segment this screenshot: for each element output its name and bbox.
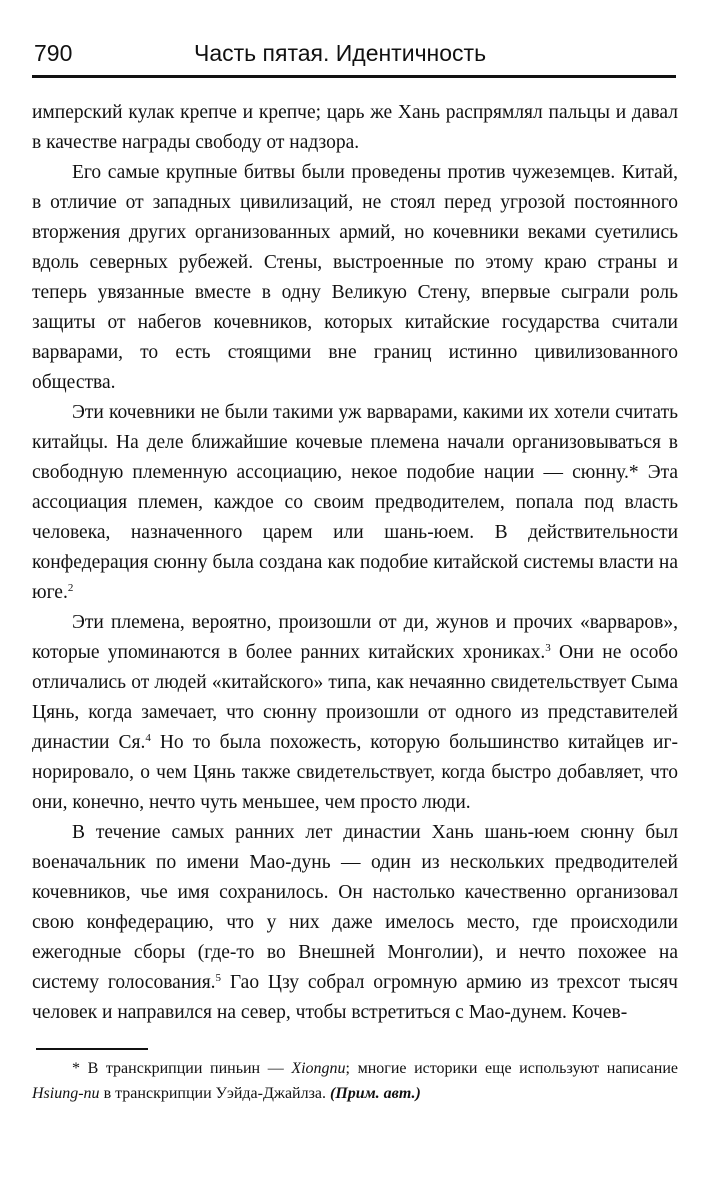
paragraph xyxy=(32,98,678,158)
body-text xyxy=(32,98,678,1028)
paragraph xyxy=(32,158,678,398)
paragraph-text: имперский кулак крепче и крепче; царь же Хань распрямлял пальцы и давал в качестве награды свободу от надзора. xyxy=(32,102,678,153)
header-rule xyxy=(32,75,676,78)
footnote xyxy=(32,1056,678,1106)
paragraph-text: Эти кочевники не были такими уж варварами, какими их хотели считать китайцы. На деле ближайшие кочевые племена начали организовываться в свободную племенную ассоциацию, некое подобие нации — сюнну.* Эта ассоциация племен, каждое со своим предводителем, попала под власть человека, назначенного царем или шань-юем. В действительности конфедерация сюнну была создана как подобие китайской системы власти на юге. xyxy=(32,402,678,603)
footnote-text: * В транскрипции пиньин — xyxy=(72,1060,292,1077)
paragraph xyxy=(32,608,678,818)
footnote-author-note: (Прим. авт.) xyxy=(330,1085,421,1102)
endnote-ref: 2 xyxy=(67,582,74,594)
page-number: 790 xyxy=(34,40,73,66)
paragraph-text: Его самые крупные битвы были проведены против чужеземцев. Китай, в отличие от западных цивилизаций, не стоял перед угрозой постоянного вторжения других организованных армий, но кочевники веками суетились вдоль северных рубежей. Стены, выстроенные по этому краю страны и теперь увязанные вместе в одну Великую Стену, впервые сыграли роль защиты от набегов кочевников, которых китайские государства считали варварами, то есть стоящими вне границ истинно цивилизованного общества. xyxy=(32,162,678,393)
endnote-ref: 5 xyxy=(215,972,222,984)
paragraph-text: Гао Цзу собрал огромную армию из трехсот тысяч человек и направился на север, чтобы встретиться с Мао-дунем. Кочев- xyxy=(32,972,678,1023)
footnote-term: Hsiung-nu xyxy=(32,1085,100,1102)
paragraph xyxy=(32,818,678,1028)
footnote-term: Xiongnu xyxy=(291,1060,346,1077)
paragraph-text: Эти племена, вероятно, произошли от ди, жунов и прочих «варваров», которые упоминаются в более ранних китайских хрониках. xyxy=(32,612,678,663)
running-head: Часть пятая. Идентичность xyxy=(194,40,487,66)
footnote-text: в транскрипции Уэйда-Джайлза. xyxy=(99,1085,331,1102)
paragraph-text: В течение самых ранних лет династии Хань шань-юем сюнну был военачальник по имени Мао-дунь — один из нескольких предводителей кочевников, чье имя сохранилось. Он настолько качественно организовал свою конфедерацию, что у них даже имелось место, где происходили ежегодные сборы (где-то во Внешней Монголии), и нечто похожее на систему голосования. xyxy=(32,822,678,993)
page-header xyxy=(34,36,676,72)
paragraph-text: Они не особо отличались от людей «китайского» типа, как нечаянно свидетельствует Сыма Цянь, когда замечает, что сюнну произошли от одного из представителей династии Ся. xyxy=(32,642,679,753)
paragraph xyxy=(32,398,678,608)
paragraph-text: Но то была похожесть, которую большинство китайцев игнорировало, о чем Цянь также свидетельствует, когда быстро добавляет, что они, конечно, нечто чуть меньшее, чем просто люди. xyxy=(32,732,678,813)
footnote-text: ; многие историки еще используют написание xyxy=(345,1060,678,1077)
endnote-ref: 3 xyxy=(545,642,551,654)
endnote-ref: 4 xyxy=(145,732,151,744)
footnote-rule xyxy=(36,1048,148,1050)
